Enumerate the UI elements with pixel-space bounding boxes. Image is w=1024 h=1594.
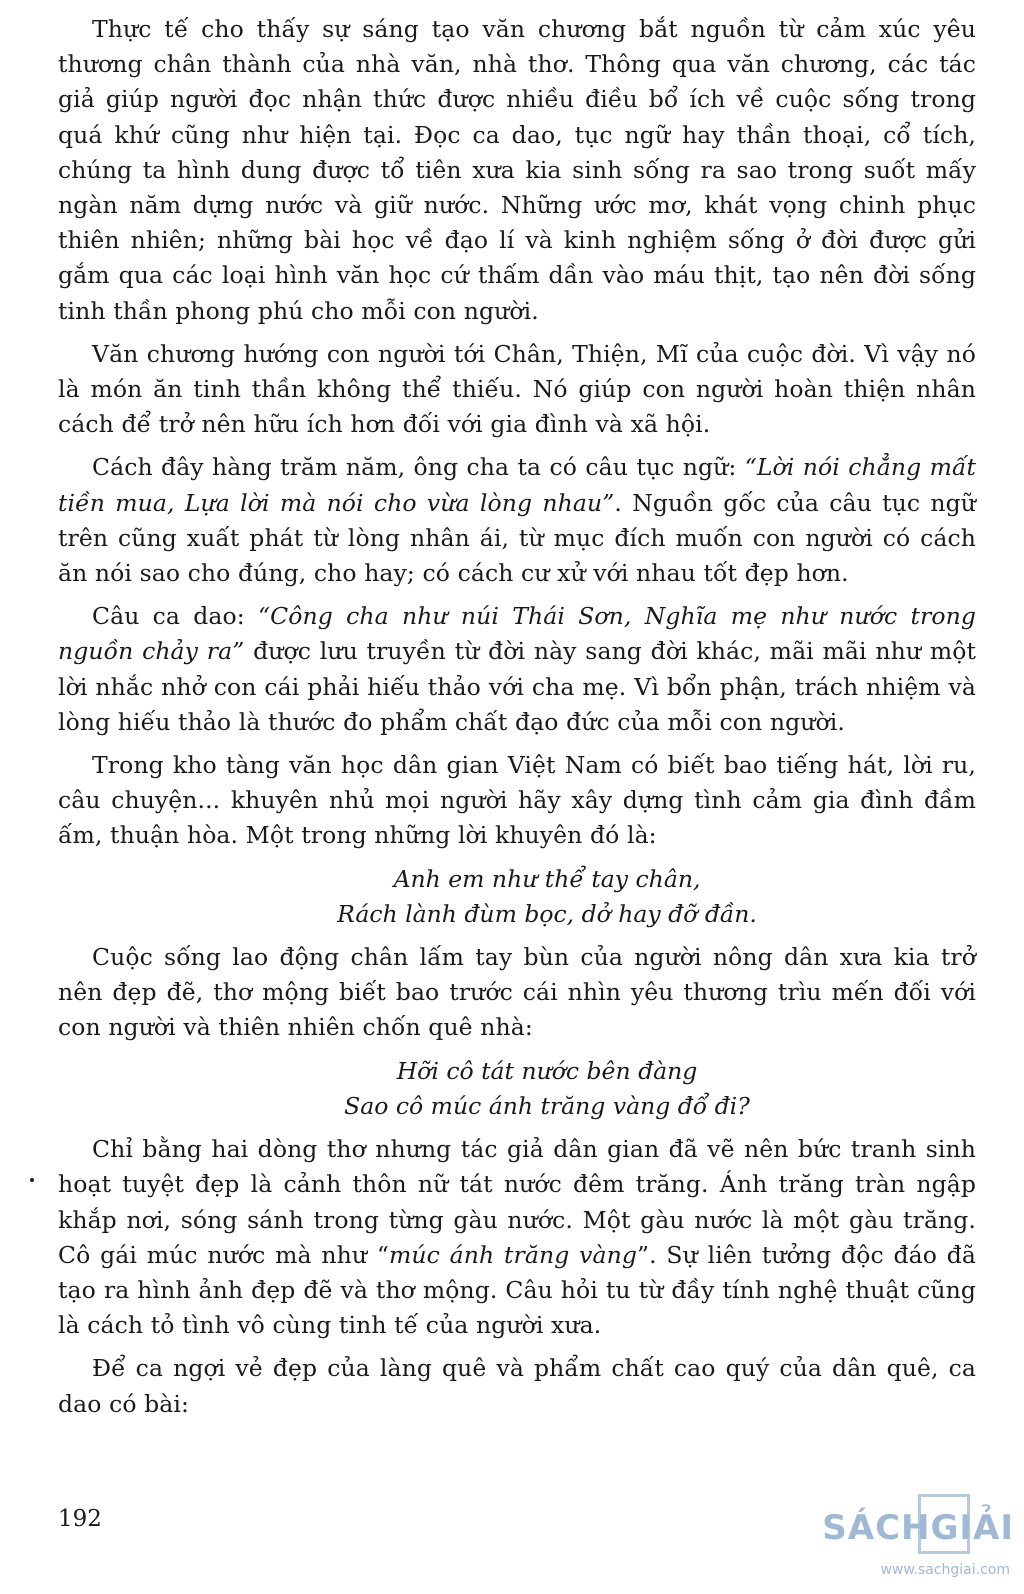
verse-1-line-1: Anh em như thể tay chân, <box>393 864 701 893</box>
verse-1-line-2: Rách lành đùm bọc, dở hay đỡ đần. <box>337 899 757 928</box>
page-number: 192 <box>58 1506 102 1532</box>
page-body <box>58 12 976 1430</box>
paragraph-4-quote: “Công cha như núi Thái Sơn, Nghĩa mẹ như nước trong nguồn chảy ra” <box>58 602 976 666</box>
watermark <box>814 1494 1014 1589</box>
paragraph-7-text-after: ”. Sự liên tưởng độc đáo đã tạo ra hình ảnh đẹp đẽ và thơ mộng. Câu hỏi tu từ đầy tính nghệ thuật cũng là cách tỏ tình vô cùng tinh tế của người xưa. <box>58 1240 976 1340</box>
paragraph-3-text-after: . Nguồn gốc của câu tục ngữ trên cũng xuất phát từ lòng nhân ái, từ mục đích muốn con người có cách ăn nói sao cho đúng, cho hay; có cách cư xử với nhau tốt đẹp hơn. <box>58 488 976 588</box>
paragraph-7 <box>58 1132 976 1343</box>
paragraph-4 <box>58 599 976 740</box>
paragraph-4-text-before: Câu ca dao: <box>92 602 259 631</box>
paragraph-3-quote: “Lời nói chẳng mất tiền mua, Lựa lời mà nói cho vừa lòng nhau” <box>58 453 976 517</box>
paragraph-3-text-before: Cách đây hàng trăm năm, ông cha ta có câu tục ngữ: <box>92 453 745 482</box>
verse-2-line-1: Hỡi cô tát nước bên đàng <box>396 1056 698 1085</box>
paragraph-8: Để ca ngợi vẻ đẹp của làng quê và phẩm chất cao quý của dân quê, ca dao có bài: <box>58 1354 976 1418</box>
paragraph-2: Văn chương hướng con người tới Chân, Thiện, Mĩ của cuộc đời. Vì vậy nó là món ăn tinh thần không thể thiếu. Nó giúp con người hoàn thiện nhân cách để trở nên hữu ích hơn đối với gia đình và xã hội. <box>58 339 976 439</box>
watermark-logo: SÁCHGIẢI <box>822 1508 1014 1548</box>
verse-1 <box>58 862 976 932</box>
verse-2 <box>58 1054 976 1124</box>
paragraph-6: Cuộc sống lao động chân lấm tay bùn của người nông dân xưa kia trở nên đẹp đẽ, thơ mộng biết bao trước cái nhìn yêu thương trìu mến đối với con người và thiên nhiên chốn quê nhà: <box>58 943 976 1042</box>
verse-2-line-2: Sao cô múc ánh trăng vàng đổ đi? <box>344 1091 750 1120</box>
paragraph-7-text-before: Chỉ bằng hai dòng thơ nhưng tác giả dân gian đã vẽ nên bức tranh sinh hoạt tuyệt đẹp là cảnh thôn nữ tát nước đêm trăng. Ánh trăng tràn ngập khắp nơi, sóng sánh trong từng gàu nước. Một gàu nước là một gàu trăng. Cô gái múc nước mà như “ <box>58 1135 976 1269</box>
margin-dot <box>30 1178 34 1182</box>
paragraph-5: Trong kho tàng văn học dân gian Việt Nam có biết bao tiếng hát, lời ru, câu chuyện... khuyên nhủ mọi người hãy xây dựng tình cảm gia đình đầm ấm, thuận hòa. Một trong những lời khuyên đó là: <box>58 751 976 850</box>
paragraph-1: Thực tế cho thấy sự sáng tạo văn chương bắt nguồn từ cảm xúc yêu thương chân thành của nhà văn, nhà thơ. Thông qua văn chương, các tác giả giúp người đọc nhận thức được nhiều điều bổ ích về cuộc sống trong quá khứ cũng như hiện tại. Đọc ca dao, tục ngữ hay thần thoại, cổ tích, chúng ta hình dung được tổ tiên xưa kia sinh sống ra sao trong suốt mấy ngàn năm dựng nước và giữ nước. Những ước mơ, khát vọng chinh phục thiên nhiên; những bài học về đạo lí và kinh nghiệm sống ở đời được gửi gắm qua các loại hình văn học cứ thấm dần vào máu thịt, tạo nên đời sống tinh thần phong phú cho mỗi con người. <box>58 15 976 325</box>
paragraph-3 <box>58 450 976 591</box>
paragraph-7-quote: múc ánh trăng vàng <box>388 1240 637 1269</box>
watermark-url: www.sachgiai.com <box>880 1562 1010 1578</box>
paragraph-4-text-after: được lưu truyền từ đời này sang đời khác, mãi mãi như một lời nhắc nhở con cái phải hiếu thảo với cha mẹ. Vì bổn phận, trách nhiệm và lòng hiếu thảo là thước đo phẩm chất đạo đức của mỗi con người. <box>58 637 976 736</box>
